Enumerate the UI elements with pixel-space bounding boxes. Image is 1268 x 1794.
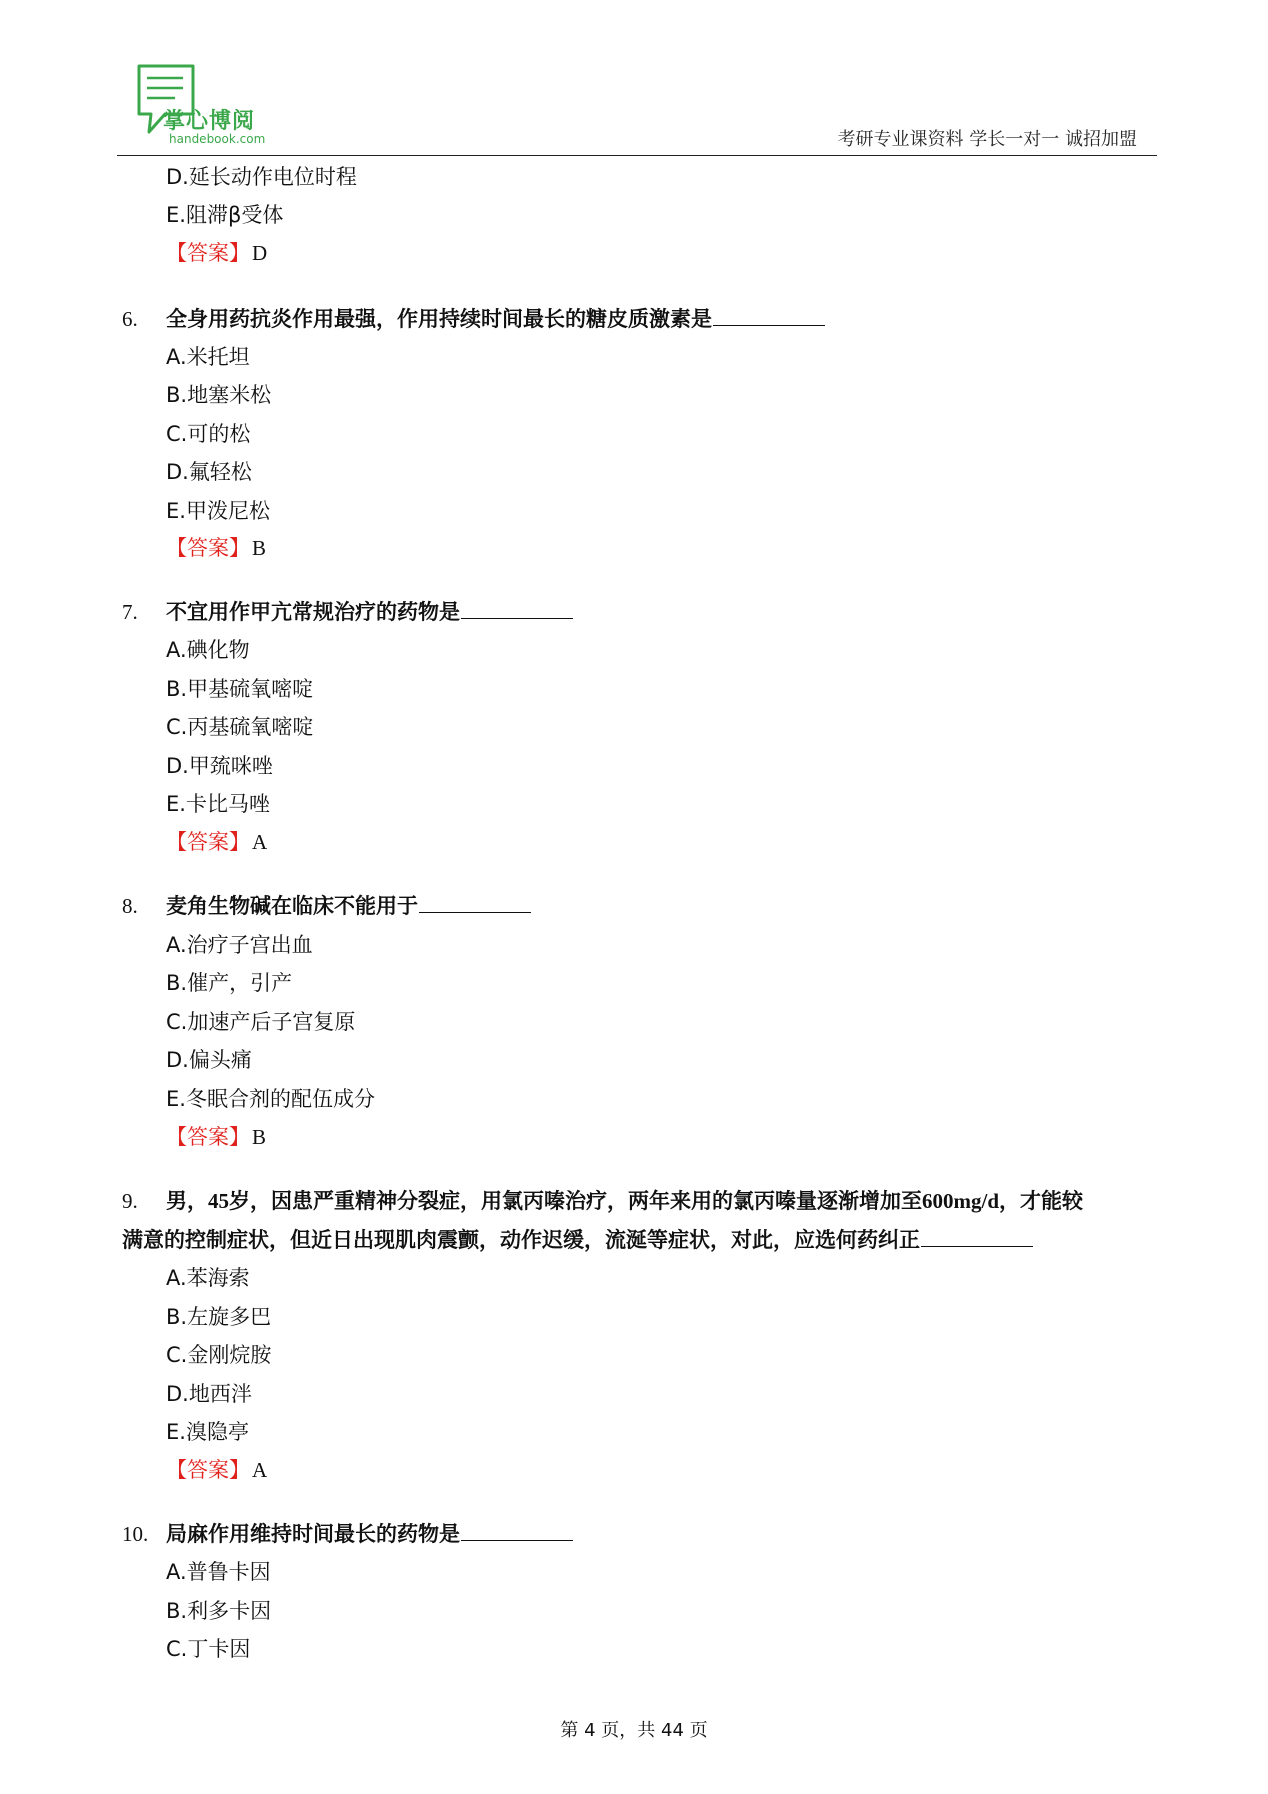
answer-value: A [252, 1458, 268, 1482]
option: A.普鲁卡因 [166, 1560, 271, 1584]
question-text: 满意的控制症状，但近日出现肌肉震颤，动作迟缓，流涎等症状，对此，应选何药纠正 [122, 1228, 920, 1252]
option: D.延长动作电位时程 [166, 165, 357, 189]
answer-blank [921, 1226, 1033, 1247]
answer-blank [713, 305, 825, 326]
question-text: 岁，因患严重精神分裂症，用氯丙嗪治疗，两年来用的氯丙嗪量逐渐增加至 [229, 1189, 922, 1213]
page-header [117, 58, 1157, 158]
option: B.地塞米松 [166, 383, 272, 407]
question-number: 7. [122, 600, 138, 624]
answer-label: 【答案】 [166, 536, 250, 560]
option: B.左旋多巴 [166, 1305, 272, 1329]
answer-line [166, 828, 267, 856]
option: A.碘化物 [166, 638, 250, 662]
answer-value: B [252, 1125, 267, 1149]
question-text: ，才能较 [999, 1189, 1084, 1213]
answer-label: 【答案】 [166, 1458, 250, 1482]
option: D.偏头痛 [166, 1048, 252, 1072]
page-footer: 第 4 页，共 44 页 [560, 1720, 708, 1741]
option: D.甲巯咪唑 [166, 754, 273, 778]
question-number: 6. [122, 307, 138, 331]
option: A.苯海索 [166, 1266, 250, 1290]
option: D.地西泮 [166, 1382, 252, 1406]
logo-url: handebook.com [169, 132, 266, 146]
question-text: 男， [166, 1189, 208, 1213]
answer-label: 【答案】 [166, 241, 250, 265]
option: C.丙基硫氧嘧啶 [166, 715, 314, 739]
option: B.利多卡因 [166, 1599, 272, 1623]
option: E.阻滞β受体 [166, 203, 284, 227]
option: A.米托坦 [166, 345, 250, 369]
option: B.催产，引产 [166, 971, 293, 995]
option: A.治疗子宫出血 [166, 933, 313, 957]
answer-blank [461, 598, 573, 619]
answer-line [166, 239, 267, 267]
option: E.冬眠合剂的配伍成分 [166, 1087, 375, 1111]
option: E.甲泼尼松 [166, 499, 270, 523]
question-text: 全身用药抗炎作用最强，作用持续时间最长的糖皮质激素是 [166, 307, 712, 331]
logo-text: 掌心博阅 [163, 109, 256, 134]
question-text: 麦角生物碱在临床不能用于 [166, 894, 418, 918]
answer-value: B [252, 536, 267, 560]
question-text: 45 [208, 1189, 229, 1213]
answer-label: 【答案】 [166, 830, 250, 854]
answer-line [166, 1123, 266, 1151]
header-tagline: 考研专业课资料 学长一对一 诚招加盟 [837, 129, 1137, 150]
answer-line [166, 1456, 267, 1484]
answer-label: 【答案】 [166, 1125, 250, 1149]
question-number: 8. [122, 894, 138, 918]
option: B.甲基硫氧嘧啶 [166, 677, 314, 701]
option: C.丁卡因 [166, 1637, 251, 1661]
option: C.加速产后子宫复原 [166, 1010, 356, 1034]
answer-blank [461, 1520, 573, 1541]
header-divider [117, 155, 1157, 156]
option: E.溴隐亭 [166, 1420, 249, 1444]
question-number: 10. [122, 1522, 149, 1546]
answer-value: A [252, 830, 268, 854]
option: C.可的松 [166, 422, 251, 446]
option: D.氟轻松 [166, 460, 252, 484]
question-number: 9. [122, 1189, 138, 1213]
option: E.卡比马唑 [166, 792, 270, 816]
question-9-line2 [122, 1226, 1033, 1254]
answer-blank [419, 892, 531, 913]
question-text: 局麻作用维持时间最长的药物是 [166, 1522, 460, 1546]
answer-value: D [252, 241, 268, 265]
question-text: 600mg/d [922, 1189, 1000, 1213]
question-text: 不宜用作甲亢常规治疗的药物是 [166, 600, 460, 624]
option: C.金刚烷胺 [166, 1343, 272, 1367]
answer-line [166, 534, 266, 562]
